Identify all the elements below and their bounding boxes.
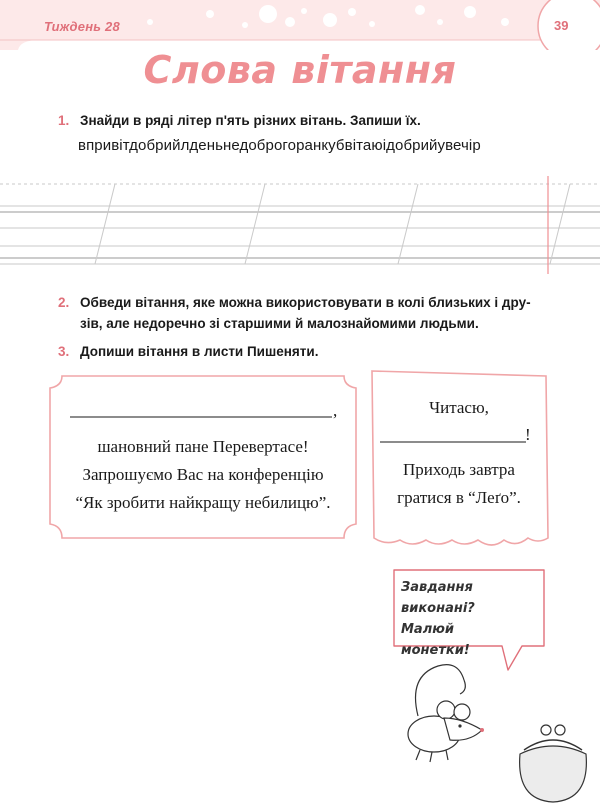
task-text: Допиши вітання в листи Пишеняти.	[80, 344, 319, 359]
letter-left-line: “Як зробити найкращу небилицю”.	[75, 493, 331, 512]
speech-line: монетки!	[401, 643, 470, 658]
task-text: Знайди в ряді літер п'ять різних вітань. Запиши їх.	[80, 113, 421, 128]
letter-left-body	[44, 433, 362, 517]
letter-row: впривітдобрийлденьнедоброгоранкубвітаюідобрийувечір	[78, 137, 481, 154]
task-text-line-2: зів, але недоречно зі старшими й малознайомими людьми.	[80, 316, 479, 331]
speech-line: Завдання	[401, 580, 473, 595]
speech-bubble-text	[401, 577, 525, 661]
mouse-icon	[398, 656, 498, 766]
letter-right-punctuation: !	[525, 425, 531, 444]
letter-right-body	[366, 456, 552, 512]
page-number: 39	[554, 18, 569, 33]
task-number: 3.	[58, 344, 70, 359]
letter-right-blank-line[interactable]	[380, 430, 530, 446]
letter-left-line: Запрошуємо Вас на конференцію	[82, 465, 324, 484]
handwriting-lines[interactable]	[0, 176, 600, 276]
coin-purse-icon	[510, 720, 600, 806]
week-label: Тиждень 28	[44, 19, 120, 34]
letter-left-blank-line[interactable]	[70, 405, 340, 421]
task-text-line-1: Обведи вітання, яке можна використовувати в колі близьких і дру-	[80, 295, 531, 310]
letter-left-punctuation: ,	[333, 401, 338, 420]
page-title: Слова вітання	[143, 48, 457, 92]
task-number: 1.	[58, 113, 70, 128]
letter-right-line: Приходь завтра	[403, 460, 515, 479]
task-number: 2.	[58, 295, 70, 310]
letter-right-line: гратися в “Леґо”.	[397, 488, 521, 507]
letter-right-greeting: Читасю,	[429, 398, 489, 417]
speech-line: виконані? Малюй	[401, 601, 475, 637]
letter-left-line: шановний пане Перевертасе!	[97, 437, 309, 456]
